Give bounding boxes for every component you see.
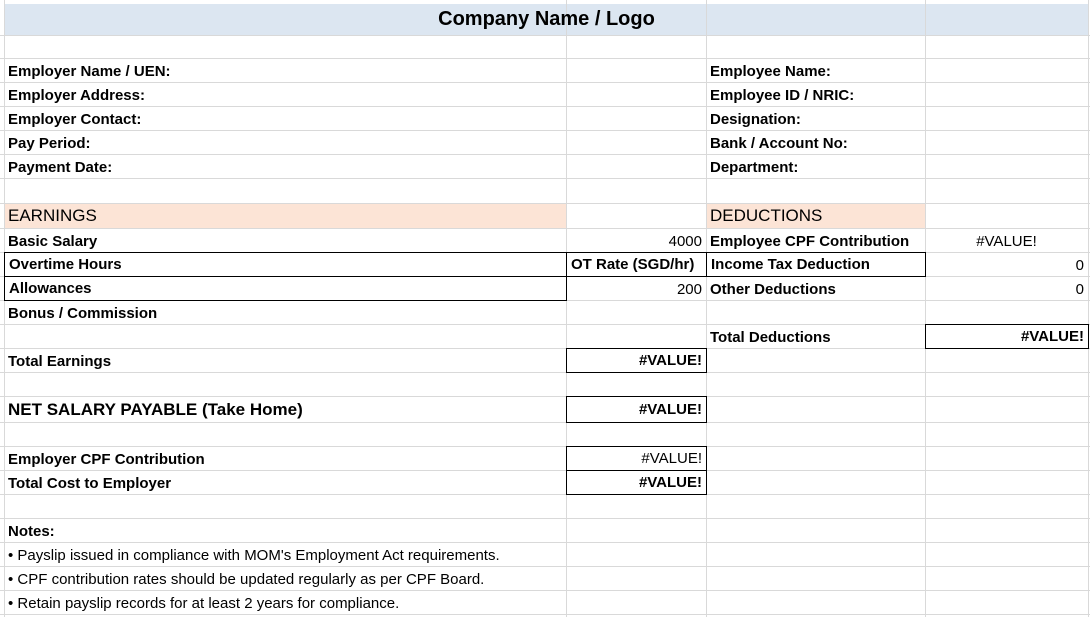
total-earnings-label[interactable]: Total Earnings xyxy=(8,352,112,370)
department-label[interactable]: Department: xyxy=(710,158,799,176)
note-item[interactable]: • CPF contribution rates should be updated regularly as per CPF Board. xyxy=(8,570,485,588)
employee-cpf-value[interactable]: #VALUE! xyxy=(976,232,1037,250)
basic-salary-label[interactable]: Basic Salary xyxy=(8,232,98,250)
employee-name-label[interactable]: Employee Name: xyxy=(710,62,831,80)
gridline-col-e xyxy=(1088,0,1089,617)
employer-name-label[interactable]: Employer Name / UEN: xyxy=(8,62,171,80)
other-deductions-value[interactable]: 0 xyxy=(1075,280,1084,298)
bonus-commission-label[interactable]: Bonus / Commission xyxy=(8,304,158,322)
employer-address-label[interactable]: Employer Address: xyxy=(8,86,145,104)
total-earnings-value[interactable]: #VALUE! xyxy=(566,348,707,373)
gridline-row xyxy=(0,35,1090,36)
total-deductions-value[interactable]: #VALUE! xyxy=(925,324,1089,349)
bank-account-label[interactable]: Bank / Account No: xyxy=(710,134,848,152)
total-cost-value[interactable]: #VALUE! xyxy=(566,470,707,495)
net-salary-label[interactable]: NET SALARY PAYABLE (Take Home) xyxy=(8,400,303,419)
note-item[interactable]: • Retain payslip records for at least 2 years for compliance. xyxy=(8,594,400,612)
notes-heading[interactable]: Notes: xyxy=(8,522,55,540)
employee-id-label[interactable]: Employee ID / NRIC: xyxy=(710,86,855,104)
allowances-value[interactable]: 200 xyxy=(676,280,702,298)
allowances-label[interactable]: Allowances xyxy=(4,276,567,301)
ot-rate-label[interactable]: OT Rate (SGD/hr) xyxy=(566,252,707,277)
overtime-hours-label[interactable]: Overtime Hours xyxy=(4,252,567,277)
income-tax-label[interactable]: Income Tax Deduction xyxy=(706,252,926,277)
note-item[interactable]: • Payslip issued in compliance with MOM's Employment Act requirements. xyxy=(8,546,500,564)
total-deductions-label[interactable]: Total Deductions xyxy=(710,328,831,346)
gridline-col-b xyxy=(566,0,567,617)
employer-cpf-label[interactable]: Employer CPF Contribution xyxy=(8,450,205,468)
designation-label[interactable]: Designation: xyxy=(710,110,801,128)
total-cost-label[interactable]: Total Cost to Employer xyxy=(8,474,172,492)
employer-contact-label[interactable]: Employer Contact: xyxy=(8,110,142,128)
employee-cpf-label[interactable]: Employee CPF Contribution xyxy=(710,232,910,250)
payment-date-label[interactable]: Payment Date: xyxy=(8,158,113,176)
gridline-col-d xyxy=(925,0,926,617)
income-tax-value[interactable]: 0 xyxy=(1075,256,1084,274)
other-deductions-label[interactable]: Other Deductions xyxy=(710,280,836,298)
employer-cpf-value[interactable]: #VALUE! xyxy=(566,446,707,471)
basic-salary-value[interactable]: 4000 xyxy=(668,232,702,250)
company-name-title[interactable]: Company Name / Logo xyxy=(438,8,655,30)
net-salary-value[interactable]: #VALUE! xyxy=(566,396,707,423)
pay-period-label[interactable]: Pay Period: xyxy=(8,134,91,152)
earnings-heading[interactable]: EARNINGS xyxy=(8,205,97,225)
deductions-heading[interactable]: DEDUCTIONS xyxy=(710,205,823,225)
